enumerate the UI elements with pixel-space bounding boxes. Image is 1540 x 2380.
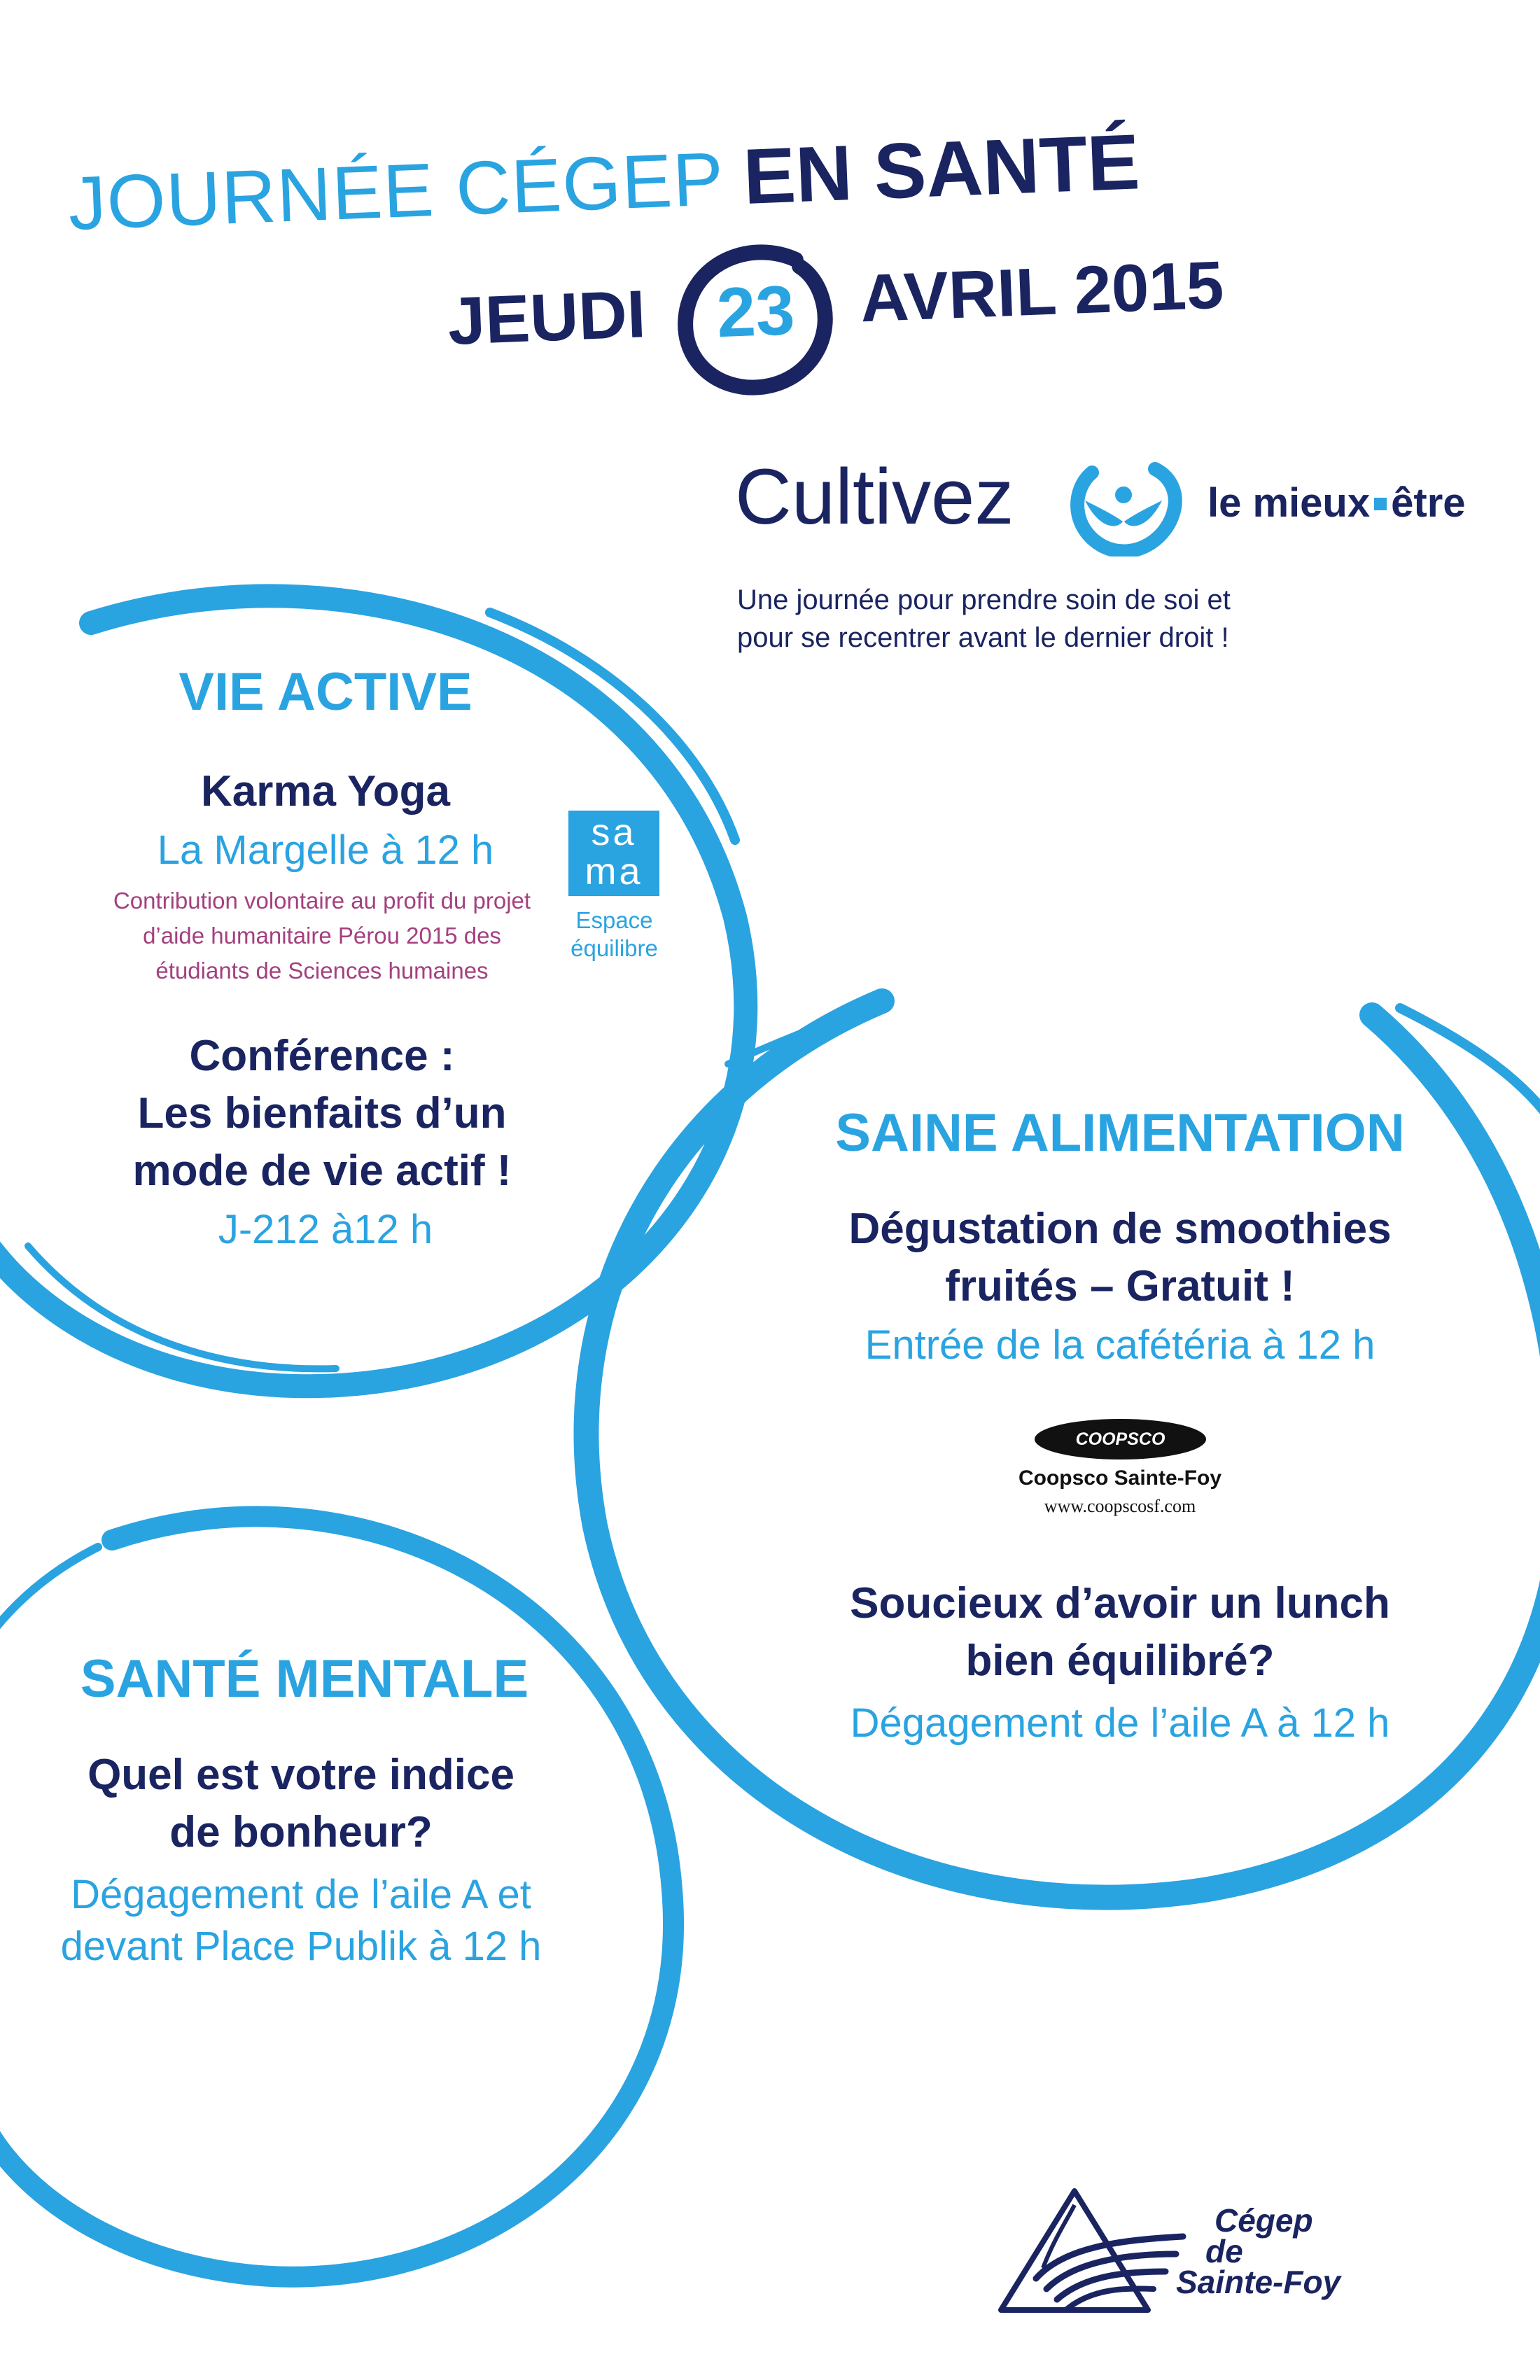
sama-logo: sa ma	[568, 811, 659, 896]
campaign-tagline: Une journée pour prendre soin de soi et pour se recentrer avant le dernier droit !	[737, 584, 1231, 653]
smoothies-place: Entrée de la cafétéria à 12 h	[864, 1322, 1376, 1368]
event-title	[66, 116, 1141, 248]
saine-alimentation-heading: SAINE ALIMENTATION	[835, 1103, 1405, 1163]
campaign-mieux: le mieux	[1208, 480, 1371, 526]
cegep-name: Cégep de Sainte-Foy	[1176, 2202, 1341, 2300]
karma-yoga-note: Contribution volontaire au profit du projet d’aide humanitaire Pérou 2015 des étudiants de Sciences humaines	[113, 888, 531, 983]
bonheur-place: Dégagement de l’aile A et devant Place Publik à 12 h	[60, 1872, 542, 1969]
event-date	[445, 223, 1290, 396]
coopsco-logo: COOPSCO	[1035, 1419, 1206, 1460]
sante-mentale-heading: SANTÉ MENTALE	[80, 1649, 529, 1709]
vie-active-heading: VIE ACTIVE	[178, 662, 472, 722]
bonheur-title: Quel est votre indice de bonheur?	[88, 1751, 514, 1856]
lotus-icon	[1064, 451, 1183, 556]
event-day-number: 23	[715, 271, 797, 353]
lunch-title: Soucieux d’avoir un lunch bien équilibré?	[850, 1579, 1390, 1685]
sama-caption: Espace équilibre	[570, 907, 658, 961]
coopsco-url[interactable]: www.coopscosf.com	[1044, 1496, 1196, 1516]
event-title-bold: EN SANTÉ	[741, 118, 1142, 220]
conference-place: J-212 à12 h	[218, 1207, 433, 1252]
cegep-logo-icon	[987, 2184, 1204, 2317]
event-day-word: JEUDI	[446, 276, 648, 359]
karma-yoga-place: La Margelle à 12 h	[157, 827, 494, 873]
karma-yoga-title: Karma Yoga	[200, 767, 451, 816]
campaign-cultivez: Cultivez	[735, 453, 1014, 540]
campaign-etre: être	[1391, 480, 1466, 526]
conference-title: Conférence : Les bienfaits d’un mode de vie actif !	[132, 1032, 512, 1195]
event-month-year: AVRIL 2015	[858, 247, 1226, 337]
smoothies-title: Dégustation de smoothies fruités – Gratuit !	[848, 1205, 1392, 1310]
lunch-place: Dégagement de l’aile A à 12 h	[850, 1700, 1390, 1746]
event-title-light: JOURNÉE CÉGEP	[66, 136, 726, 246]
coopsco-name: Coopsco Sainte-Foy	[1018, 1466, 1222, 1490]
campaign-mieux-etre	[1208, 479, 1466, 526]
